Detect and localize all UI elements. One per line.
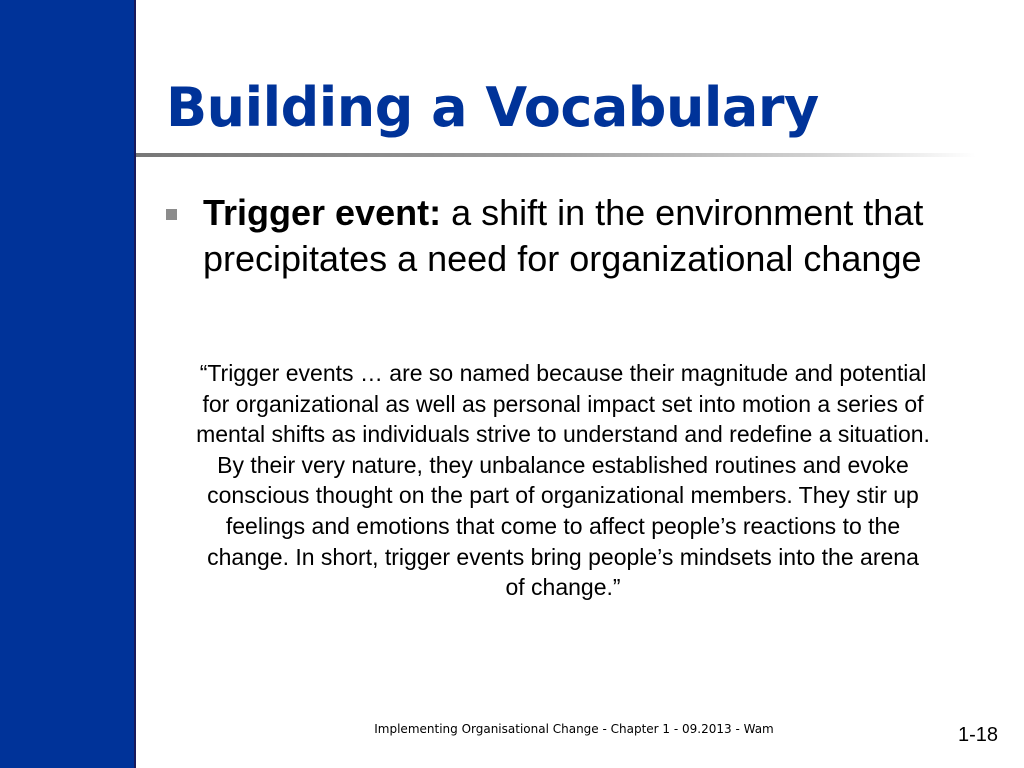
bullet-text — [203, 190, 966, 282]
bullet-item — [166, 190, 966, 282]
title-divider — [136, 153, 976, 157]
side-bar-decoration — [0, 0, 136, 768]
bullet-definition: a shift in the environment that precipitates a need for organizational change — [203, 192, 924, 279]
footer-text: Implementing Organisational Change - Chapter 1 - 09.2013 - Wam — [374, 722, 774, 736]
quote-block: “Trigger events … are so named because their magnitude and potential for organizational as well as personal impact set into motion a series of mental shifts as individuals strive to understand and redefine a situation. By their very nature, they unbalance established routines and evoke conscious thought on the part of organizational members. They stir up feelings and emotions that come to affect people’s reactions to the change. In short, trigger events bring people’s mindsets into the arena of change.” — [196, 360, 930, 601]
bullet-term: Trigger event: — [203, 192, 442, 233]
slide-title: Building a Vocabulary — [166, 76, 819, 139]
page-number: 1-18 — [957, 724, 998, 746]
square-bullet-icon — [166, 209, 177, 220]
